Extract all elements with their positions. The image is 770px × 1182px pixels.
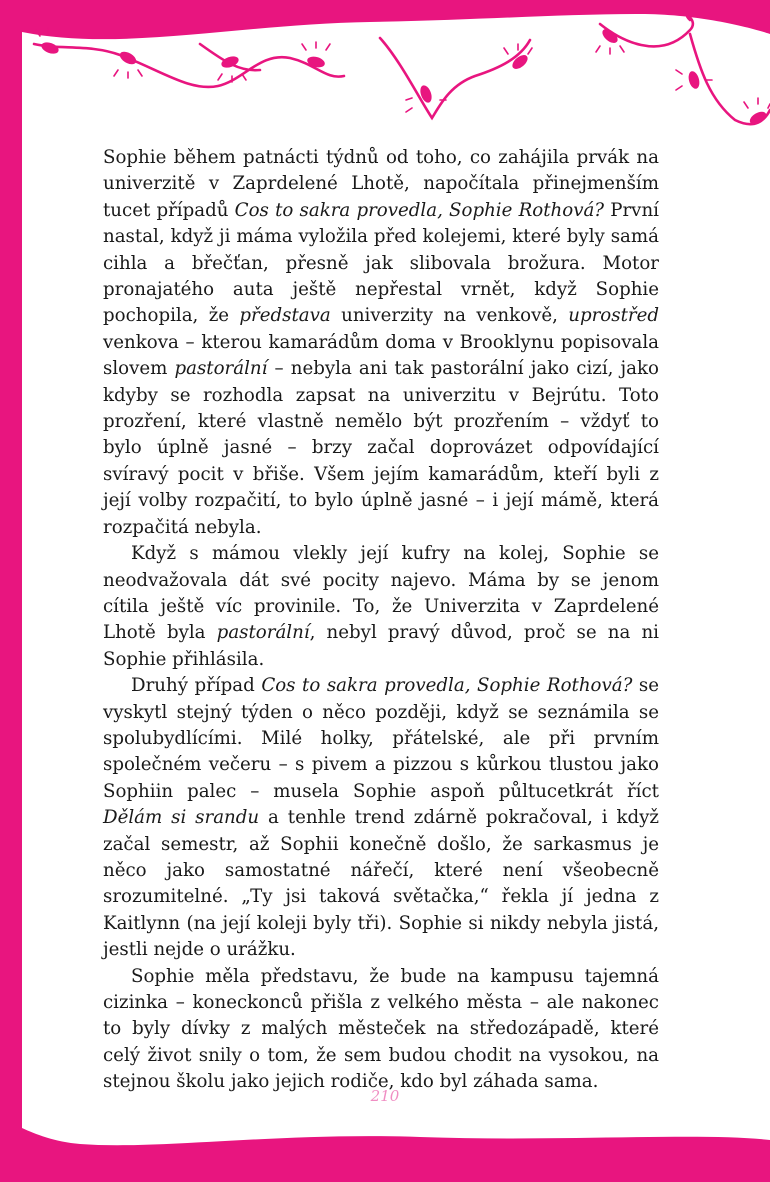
page-number: 210	[370, 1087, 400, 1105]
italic-text: představa	[239, 305, 331, 327]
paragraph	[103, 541, 659, 673]
paragraph	[103, 145, 659, 541]
text-run: – nebyla ani tak pastorální jako cizí, jako kdyby se rozhodla zapsat na univerzitu v Bejrútu. Toto prozření, které vlastně nemělo být prozřením – vždyť to bylo úplně jasné – brzy začal doprovázet odpovídající svíravý pocit v břiše. Všem jejím kamarádům, kteří byli z její volby rozpačití, to bylo úplně jasné – i její mámě, která rozpačitá nebyla.	[103, 358, 659, 538]
text-run: venkova – kterou kamarádům doma v Brooklynu popisovala slovem	[103, 331, 659, 380]
italic-text: pastorální	[174, 358, 268, 380]
italic-text: Cos to sakra provedla, Sophie Rothová?	[234, 199, 605, 221]
text-run: Sophie během patnácti týdnů od toho, co zahájila prvák na univerzitě v Zaprdelené Lhotě, napočítala přinejmenším tucet případů	[103, 147, 659, 221]
paragraph	[103, 673, 659, 963]
text-run: a tenhle trend zdárně pokračoval, i když začal semestr, až Sophii konečně došlo, že sarkasmus je něco jako samostatné nářečí, které není všeobecně srozumitelné. „Ty jsi taková světačka,“ řekla jí jedna z Kaitlynn (na její koleji byly tři). Sophie si nikdy nebyla jistá, jestli nejde o urážku.	[103, 807, 660, 961]
italic-text: pastorální	[216, 622, 310, 644]
italic-text: Dělám si srandu	[103, 807, 260, 829]
italic-text: uprostřed	[568, 305, 659, 327]
text-run: Druhý případ	[131, 675, 262, 697]
body-text	[103, 145, 659, 1096]
paragraph	[103, 964, 659, 1096]
text-run: První nastal, když ji máma vyložila před kolejemi, které byly samá cihla a břečťan, přesně jak slibovala brožura. Motor pronajatého auta ještě nepřestal vrnět, když Sophie pochopila, že	[103, 199, 659, 327]
text-run: univerzity na venkově,	[330, 305, 569, 327]
text-run: , nebyl pravý důvod, proč se na ni Sophie přihlásila.	[103, 622, 659, 670]
italic-text: Cos to sakra provedla, Sophie Rothová?	[261, 675, 633, 697]
text-run: Sophie měla představu, že bude na kampusu tajemná cizinka – koneckonců přišla z velkého města – ale nakonec to byly dívky z malých městeček na středozápadě, které celý život snily o tom, že sem budou chodit na vysokou, na stejnou školu jako jejich rodiče, kdo byl záhada sama.	[103, 965, 659, 1093]
text-run: Když s mámou vlekly její kufry na kolej, Sophie se neodvažovala dát své pocity najevo. Máma by se jenom cítila ještě víc provinile. To, že Univerzita v Zaprdelené Lhotě byla	[103, 543, 659, 644]
text-run: se vyskytl stejný týden o něco později, když se seznámila se spolubydlícími. Milé holky, přátelské, ale při prvním společném večeru – s pivem a pizzou s kůrkou tlustou jako Sophiin palec – musela Sophie aspoň půltucetkrát říct	[103, 675, 659, 802]
